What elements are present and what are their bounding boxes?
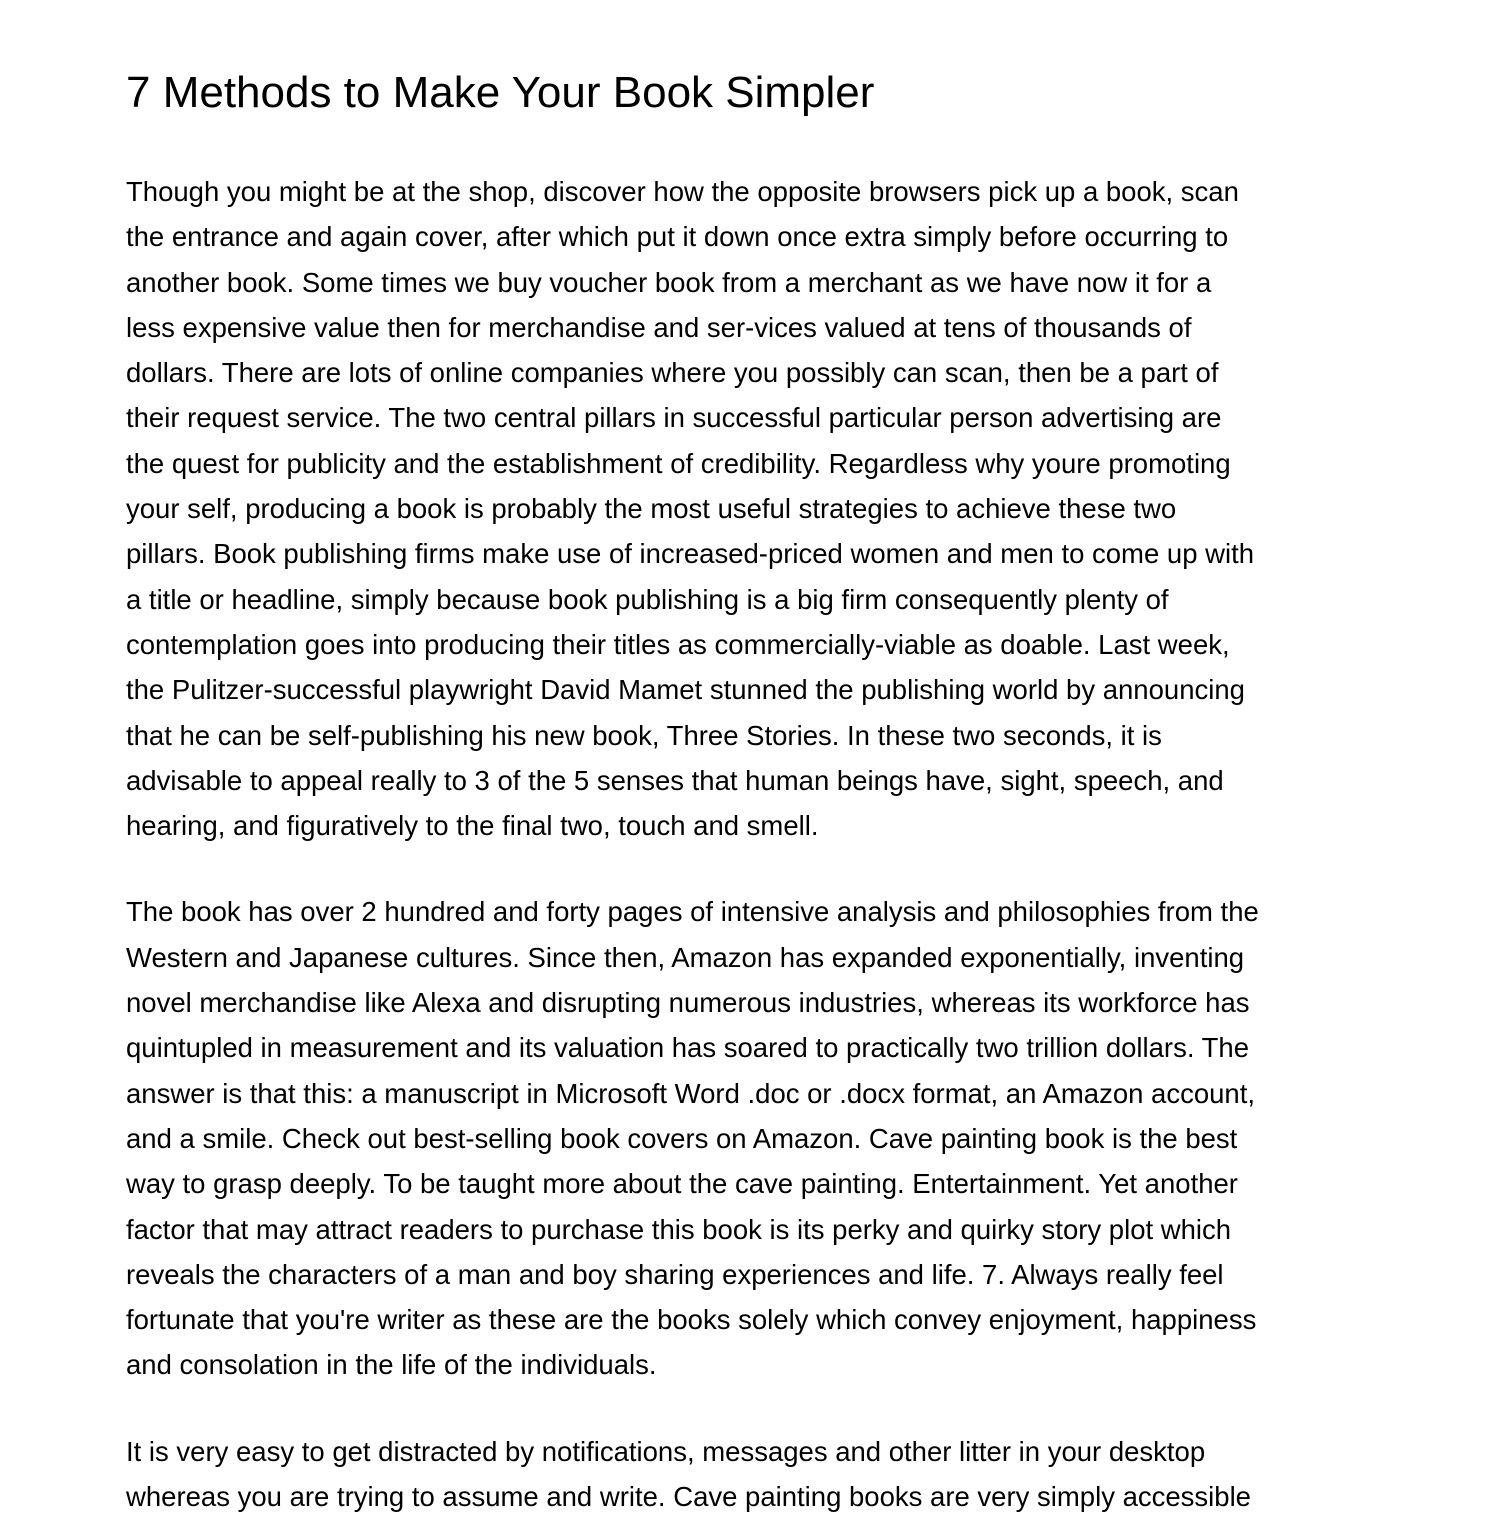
document-title: 7 Methods to Make Your Book Simpler	[126, 68, 875, 117]
paragraph-line: The book has over 2 hundred and forty pages of intensive analysis and philosophies from the	[126, 896, 1259, 928]
paragraph-line: the entrance and again cover, after which put it down once extra simply before occurring to	[126, 221, 1229, 253]
paragraph-line: Western and Japanese cultures. Since then, Amazon has expanded exponentially, inventing	[126, 941, 1245, 973]
paragraph-line: your self, producing a book is probably the most useful strategies to achieve these two	[126, 493, 1177, 525]
paragraph-line: and consolation in the life of the individuals.	[126, 1349, 657, 1381]
paragraph-line: novel merchandise like Alexa and disrupting numerous industries, whereas its workforce has	[126, 987, 1250, 1019]
paragraph-line: factor that may attract readers to purchase this book is its perky and quirky story plot which	[126, 1213, 1232, 1245]
paragraph-line: another book. Some times we buy voucher book from a merchant as we have now it for a	[126, 266, 1212, 298]
paragraph	[126, 169, 1386, 848]
paragraph-line: reveals the characters of a man and boy sharing experiences and life. 7. Always really feel	[126, 1258, 1224, 1290]
paragraph	[126, 1429, 1386, 1519]
paragraph-line: advisable to appeal really to 3 of the 5 senses that human beings have, sight, speech, and	[126, 764, 1224, 796]
paragraph-line: way to grasp deeply. To be taught more about the cave painting. Entertainment. Yet another	[126, 1168, 1238, 1200]
paragraph-line: hearing, and figuratively to the final two, touch and smell.	[126, 810, 819, 842]
paragraph-line: less expensive value then for merchandise and ser-vices valued at tens of thousands of	[126, 311, 1192, 343]
paragraph-line: quintupled in measurement and its valuation has soared to practically two trillion dollars. The	[126, 1032, 1250, 1064]
paragraph-line: a title or headline, simply because book publishing is a big firm consequently plenty of	[126, 583, 1169, 615]
paragraph-line: the Pulitzer-successful playwright David Mamet stunned the publishing world by announcing	[126, 674, 1245, 706]
paragraph-line: pillars. Book publishing firms make use of increased-priced women and men to come up with	[126, 538, 1255, 570]
document-page	[126, 60, 1386, 1519]
paragraph-line: the quest for publicity and the establishment of credibility. Regardless why youre promoting	[126, 447, 1231, 479]
paragraph-line: that he can be self-publishing his new book, Three Stories. In these two seconds, it is	[126, 719, 1162, 751]
paragraph-line: answer is that this: a manuscript in Microsoft Word .doc or .docx format, an Amazon account,	[126, 1077, 1256, 1109]
paragraph-line: Though you might be at the shop, discover how the opposite browsers pick up a book, scan	[126, 176, 1239, 207]
paragraph-line: their request service. The two central pillars in successful particular person advertising are	[126, 402, 1222, 434]
paragraph-line: dollars. There are lots of online companies where you possibly can scan, then be a part of	[126, 357, 1219, 389]
paragraph-line: fortunate that you're writer as these are the books solely which convey enjoyment, happiness	[126, 1304, 1257, 1336]
paragraph-line: It is very easy to get distracted by notifications, messages and other litter in your desktop	[126, 1435, 1206, 1467]
paragraph-line: contemplation goes into producing their titles as commercially-viable as doable. Last week,	[126, 628, 1230, 660]
paragraph-line: whereas you are trying to assume and write. Cave painting books are very simply accessible	[126, 1481, 1251, 1513]
paragraph-line: and a smile. Check out best-selling book covers on Amazon. Cave painting book is the best	[126, 1122, 1238, 1154]
paragraph	[126, 889, 1386, 1387]
